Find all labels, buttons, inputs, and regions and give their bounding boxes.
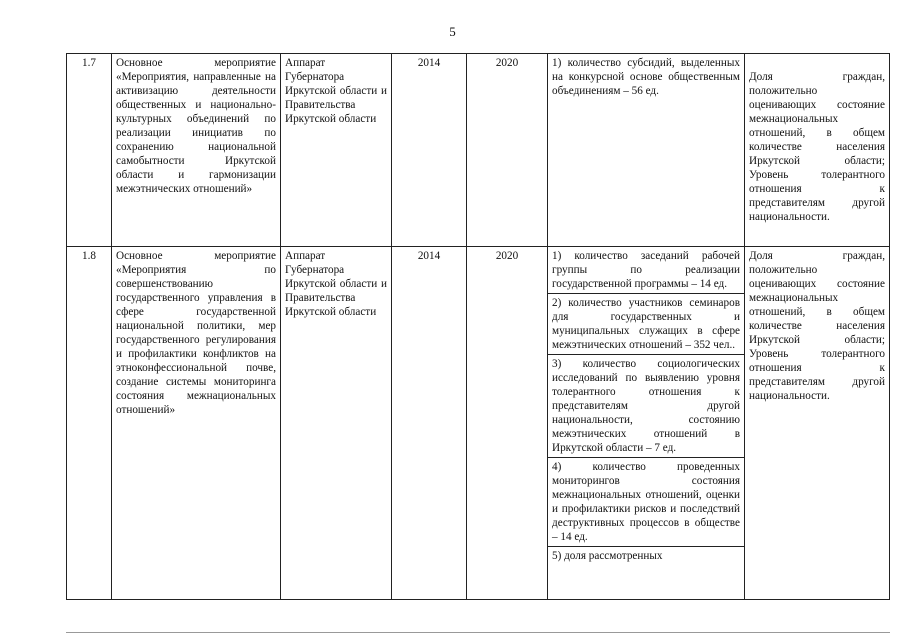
indicator-item: 2) количество участников семинаров для государственных и муниципальных служащих в сфере межэтнических отношений – 352 чел.. xyxy=(548,294,744,355)
indicator-item: 4) количество проведенных мониторингов состояния межнациональных отношений, оценки и профилактики рисков и последствий деструктивных процессов в обществе – 14 ед. xyxy=(548,458,744,547)
page-number: 5 xyxy=(449,24,456,39)
year-start: 2014 xyxy=(392,247,467,600)
indicator-item: 1) количество заседаний рабочей группы по реализации государственной программы – 14 ед. xyxy=(548,247,744,294)
target-indicator-text: Доля граждан, положительно оценивающих состояние межнациональных отношений, в общем количестве населения Иркутской области; Уровень толерантного отношения к представителям другой национальности. xyxy=(749,71,885,223)
executor: Аппарат Губернатора Иркутской области и Правительства Иркутской области xyxy=(281,54,392,247)
indicators-cell xyxy=(548,247,745,600)
year-start: 2014 xyxy=(392,54,467,247)
row-number: 1.8 xyxy=(67,247,112,600)
target-indicator xyxy=(745,54,890,247)
table-row xyxy=(67,247,890,600)
measure-name: Основное мероприятие «Мероприятия по совершенствованию государственного управления в сфере государственной национальной политики, мер государственного регулирования и профилактики конфликтов на этноконфессиональной почве, создание системы мониторинга состояния межнациональных отношений» xyxy=(112,247,281,600)
executor: Аппарат Губернатора Иркутской области и Правительства Иркутской области xyxy=(281,247,392,600)
year-end: 2020 xyxy=(467,54,548,247)
year-end: 2020 xyxy=(467,247,548,600)
page-bottom-divider xyxy=(66,632,890,633)
indicator-item: 1) количество субсидий, выделенных на конкурсной основе общественным объединениям – 56 ед. xyxy=(552,57,740,97)
indicator-item: 5) доля рассмотренных xyxy=(552,550,663,562)
row-number: 1.7 xyxy=(67,54,112,247)
indicators-cell xyxy=(548,54,745,247)
program-measures-table xyxy=(66,53,890,600)
target-indicator: Доля граждан, положительно оценивающих состояние межнациональных отношений, в общем количестве населения Иркутской области; Уровень толерантного отношения к представителям другой национальности. xyxy=(745,247,890,600)
indicator-item: 3) количество социологических исследований по выявлению уровня толерантного отношения к представителям другой национальности, состоянию межэтнических отношений в Иркутской области – 7 ед. xyxy=(548,355,744,458)
measure-name: Основное мероприятие «Мероприятия, направленные на активизацию деятельности общественных и национально-культурных объединений по реализации инициатив по сохранению национальной самобытности Иркутской области и гармонизации межэтнических отношений» xyxy=(112,54,281,247)
table-row xyxy=(67,54,890,247)
